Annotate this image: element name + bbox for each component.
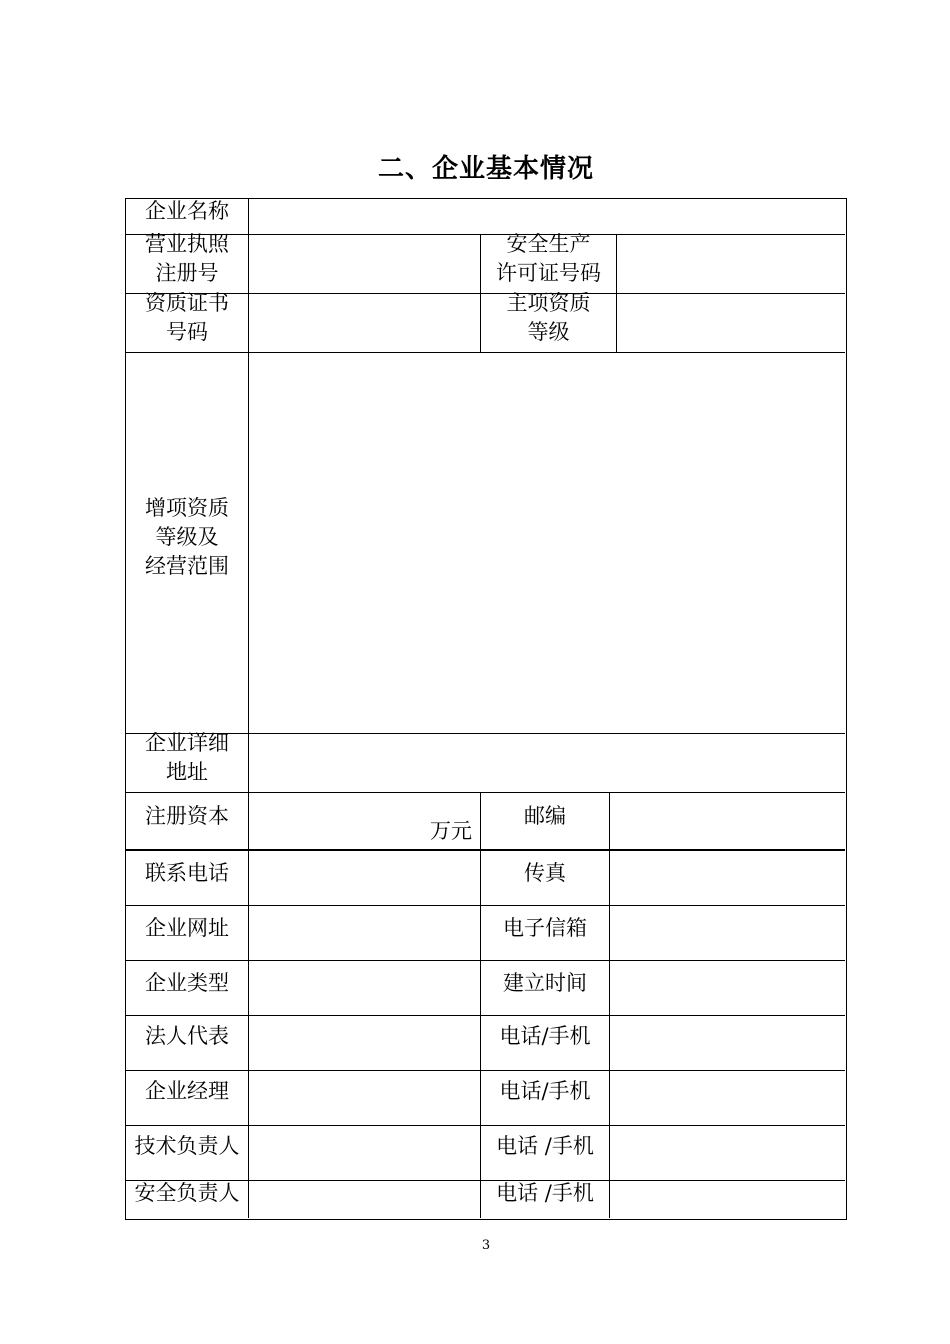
safety-permit-field[interactable] [618,236,844,292]
row-divider [125,792,845,793]
safety-lead-phone-label: 电话 /手机 [496,1181,594,1205]
address-label: 企业详细 地址 [145,731,229,784]
company-name-label: 企业名称 [145,199,229,223]
postcode-label: 邮编 [524,804,566,828]
tech-lead-phone-label: 电话 /手机 [496,1134,594,1158]
safety-lead-phone-field[interactable] [611,1182,844,1217]
website-field[interactable] [250,907,479,959]
company-type-label: 企业类型 [145,971,229,995]
column-divider [609,792,610,1218]
manager-phone-field[interactable] [611,1072,844,1124]
row-divider [125,352,845,353]
email-field[interactable] [611,907,844,959]
address-field[interactable] [250,735,844,791]
row-divider [125,1015,845,1016]
phone-field[interactable] [250,852,479,904]
capital-unit: 万元 [430,819,472,843]
email-label: 电子信箱 [503,916,587,940]
registered-capital-label: 注册资本 [145,804,229,828]
fax-field[interactable] [611,852,844,904]
row-divider [125,905,845,906]
qualification-cert-label: 资质证书 号码 [145,291,229,344]
qualification-cert-field[interactable] [250,295,479,351]
row-divider [125,849,845,851]
manager-label: 企业经理 [145,1079,229,1103]
row-divider [125,1125,845,1126]
row-divider [125,960,845,961]
established-field[interactable] [611,962,844,1014]
fax-label: 传真 [524,861,566,885]
added-qualification-label: 增项资质 等级及 经营范围 [145,496,229,578]
website-label: 企业网址 [145,916,229,940]
phone-label: 联系电话 [145,861,229,885]
legal-rep-label: 法人代表 [145,1024,229,1048]
postcode-field[interactable] [611,794,844,848]
safety-permit-label: 安全生产 许可证号码 [496,232,601,285]
safety-lead-field[interactable] [250,1182,479,1217]
tech-lead-field[interactable] [250,1127,479,1179]
legal-rep-phone-label: 电话/手机 [499,1024,591,1048]
tech-lead-phone-field[interactable] [611,1127,844,1179]
company-name-field[interactable] [250,200,844,233]
business-license-label: 营业执照 注册号 [145,232,229,285]
page-title: 二、企业基本情况 [377,154,594,184]
business-license-field[interactable] [250,236,479,292]
tech-lead-label: 技术负责人 [134,1134,240,1158]
safety-lead-label: 安全负责人 [134,1181,240,1205]
page-number: 3 [481,1238,491,1253]
legal-rep-phone-field[interactable] [611,1017,844,1069]
manager-phone-label: 电话/手机 [499,1079,591,1103]
manager-field[interactable] [250,1072,479,1124]
column-divider [616,234,617,352]
column-divider [248,198,249,1218]
legal-rep-field[interactable] [250,1017,479,1069]
established-label: 建立时间 [503,971,587,995]
added-qualification-field[interactable] [250,354,844,732]
main-qualification-field[interactable] [618,295,844,351]
row-divider [125,1070,845,1071]
company-type-field[interactable] [250,962,479,1014]
main-qualification-label: 主项资质 等级 [506,291,591,344]
